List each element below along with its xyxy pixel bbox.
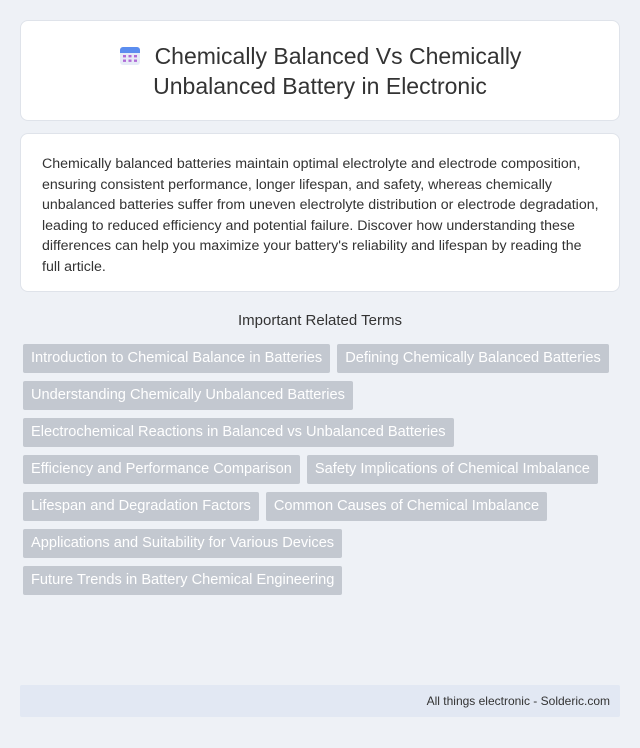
related-term-tag[interactable]: Applications and Suitability for Various Devices <box>23 529 342 558</box>
footer-text: All things electronic - Solderic.com <box>426 694 610 708</box>
page-title-text: Chemically Balanced Vs Chemically Unbalanced Battery in Electronic <box>153 42 522 99</box>
description-text: Chemically balanced batteries maintain optimal electrolyte and electrode composition, ensuring consistent performance, longer lifespan, and safety, whereas chemically unbalanced batteries suffer from uneven electrolyte distribution or electrode degradation, leading to reduced efficiency and potential failure. Discover how understanding these differences can help you maximize your battery's reliability and lifespan by reading the full article. <box>42 156 599 275</box>
related-term-tag[interactable]: Introduction to Chemical Balance in Batteries <box>23 344 330 373</box>
related-term-tag[interactable]: Future Trends in Battery Chemical Engineering <box>23 566 342 595</box>
related-terms-list <box>23 344 623 595</box>
related-term-tag[interactable]: Safety Implications of Chemical Imbalance <box>307 455 598 484</box>
related-term-tag[interactable]: Lifespan and Degradation Factors <box>23 492 259 521</box>
related-term-tag[interactable]: Defining Chemically Balanced Batteries <box>337 344 609 373</box>
footer <box>20 685 620 717</box>
calendar-icon <box>119 44 141 66</box>
related-term-tag[interactable]: Common Causes of Chemical Imbalance <box>266 492 547 521</box>
related-term-tag[interactable]: Electrochemical Reactions in Balanced vs Unbalanced Batteries <box>23 418 454 447</box>
related-terms-heading: Important Related Terms <box>238 312 402 329</box>
description-card <box>20 133 620 292</box>
related-term-tag[interactable]: Understanding Chemically Unbalanced Batteries <box>23 381 353 410</box>
title-card <box>20 20 620 121</box>
page-title <box>60 41 580 101</box>
related-term-tag[interactable]: Efficiency and Performance Comparison <box>23 455 300 484</box>
